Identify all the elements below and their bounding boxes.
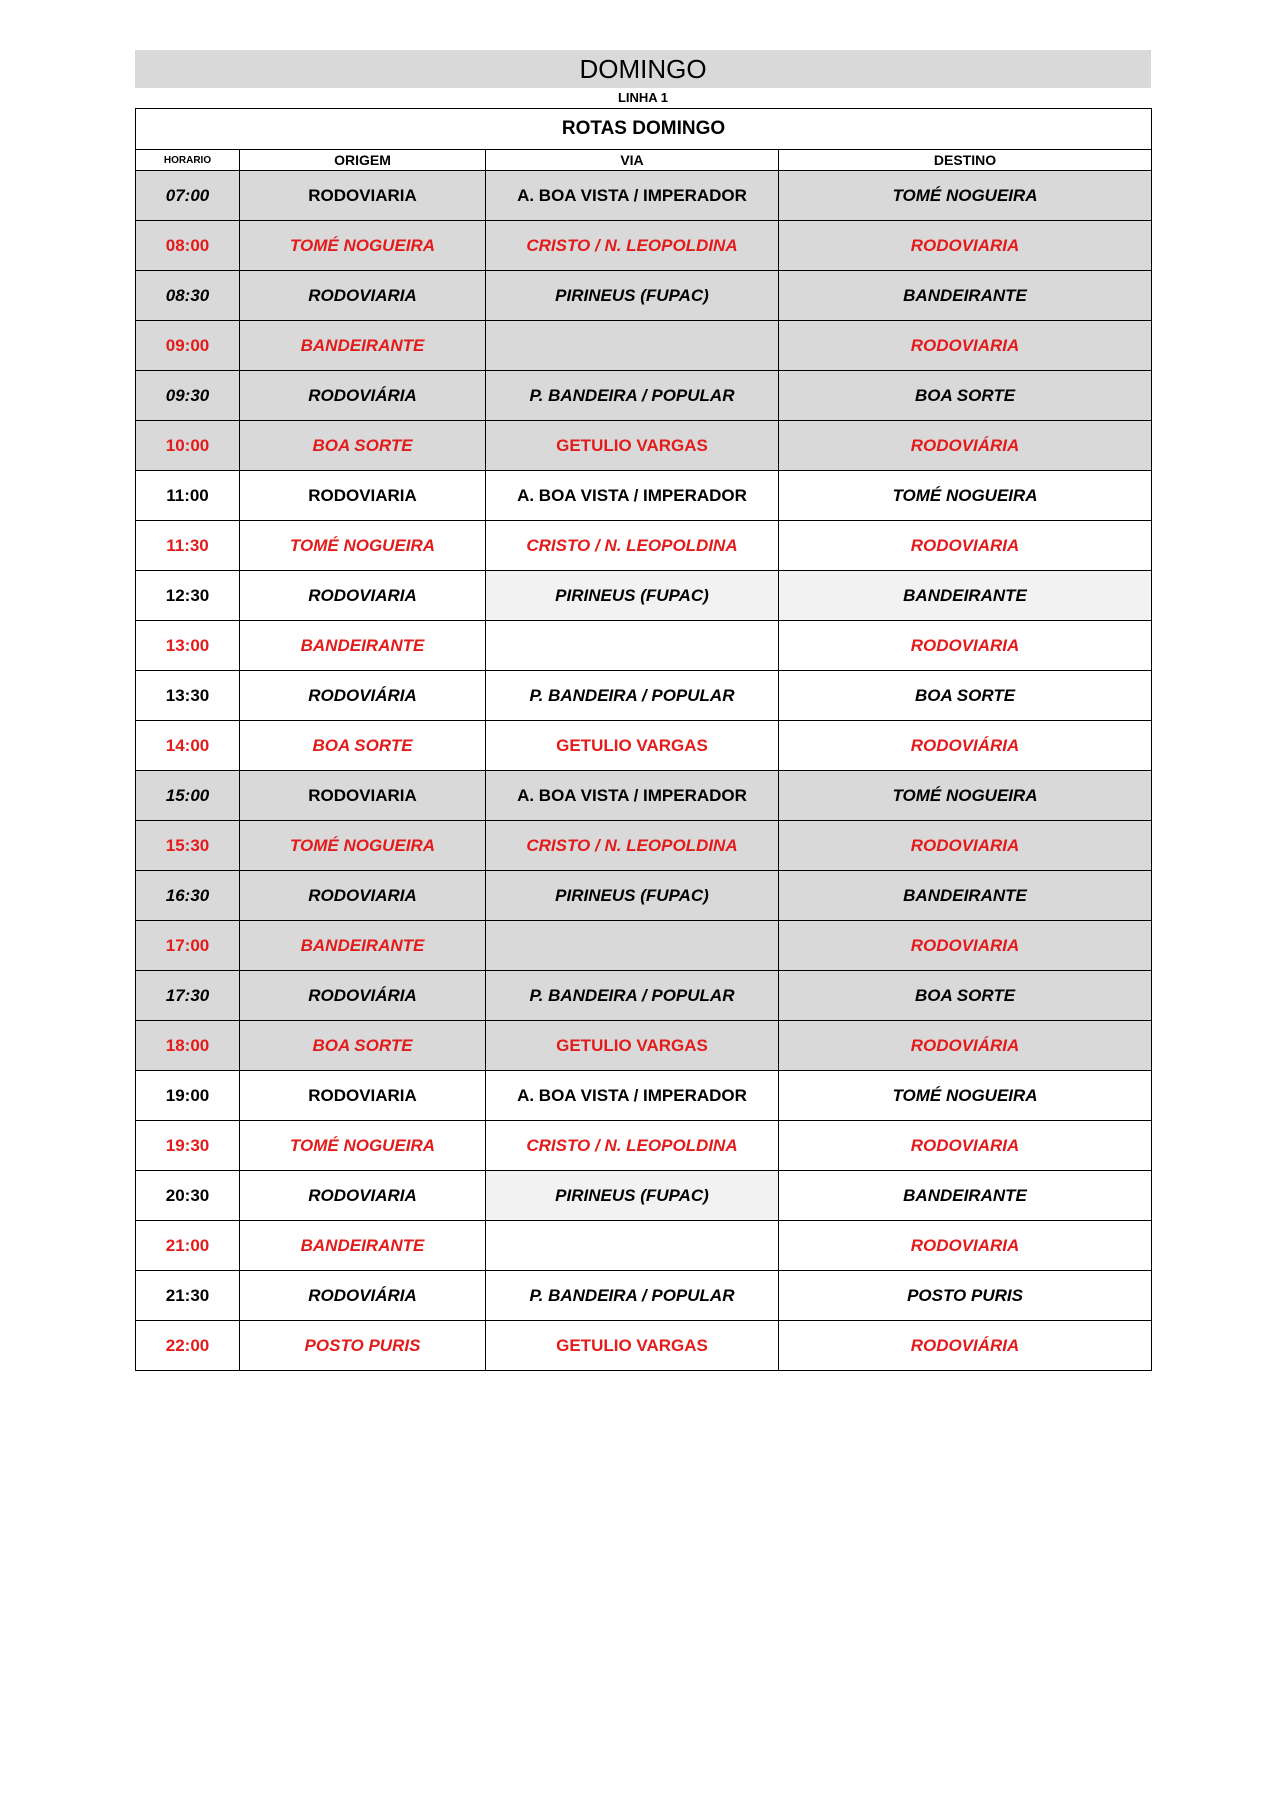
cell-origem: TOMÉ NOGUEIRA (240, 221, 486, 271)
cell-via: P. BANDEIRA / POPULAR (486, 371, 779, 421)
cell-horario: 07:00 (136, 171, 240, 221)
cell-destino: RODOVIÁRIA (779, 721, 1152, 771)
cell-origem: TOMÉ NOGUEIRA (240, 1121, 486, 1171)
table-row (136, 721, 1152, 771)
table-row (136, 1321, 1152, 1371)
cell-destino: TOMÉ NOGUEIRA (779, 171, 1152, 221)
cell-destino: RODOVIARIA (779, 521, 1152, 571)
cell-origem: RODOVIÁRIA (240, 671, 486, 721)
table-row (136, 1121, 1152, 1171)
table-row (136, 421, 1152, 471)
cell-via: A. BOA VISTA / IMPERADOR (486, 1071, 779, 1121)
table-row (136, 1171, 1152, 1221)
table-row (136, 571, 1152, 621)
cell-via: PIRINEUS (FUPAC) (486, 871, 779, 921)
cell-destino: TOMÉ NOGUEIRA (779, 471, 1152, 521)
cell-origem: BOA SORTE (240, 421, 486, 471)
table-row (136, 1071, 1152, 1121)
cell-horario: 15:30 (136, 821, 240, 871)
cell-destino: BOA SORTE (779, 371, 1152, 421)
cell-via: PIRINEUS (FUPAC) (486, 571, 779, 621)
cell-destino: BANDEIRANTE (779, 1171, 1152, 1221)
header-origem: ORIGEM (240, 150, 486, 171)
cell-via (486, 1221, 779, 1271)
cell-destino: RODOVIÁRIA (779, 1321, 1152, 1371)
cell-horario: 19:00 (136, 1071, 240, 1121)
table-row (136, 921, 1152, 971)
table-row (136, 1021, 1152, 1071)
cell-destino: RODOVIARIA (779, 1221, 1152, 1271)
cell-via: P. BANDEIRA / POPULAR (486, 671, 779, 721)
cell-horario: 15:00 (136, 771, 240, 821)
cell-origem: BANDEIRANTE (240, 621, 486, 671)
cell-horario: 17:30 (136, 971, 240, 1021)
cell-horario: 16:30 (136, 871, 240, 921)
cell-via (486, 621, 779, 671)
table-row (136, 971, 1152, 1021)
table-row (136, 1271, 1152, 1321)
cell-via: A. BOA VISTA / IMPERADOR (486, 171, 779, 221)
cell-horario: 22:00 (136, 1321, 240, 1371)
cell-destino: TOMÉ NOGUEIRA (779, 1071, 1152, 1121)
table-row (136, 771, 1152, 821)
cell-via: A. BOA VISTA / IMPERADOR (486, 771, 779, 821)
cell-via: GETULIO VARGAS (486, 1021, 779, 1071)
table-row (136, 321, 1152, 371)
cell-destino: RODOVIARIA (779, 921, 1152, 971)
cell-horario: 11:00 (136, 471, 240, 521)
cell-via: CRISTO / N. LEOPOLDINA (486, 521, 779, 571)
cell-origem: RODOVIARIA (240, 1171, 486, 1221)
cell-horario: 13:30 (136, 671, 240, 721)
header-horario: HORARIO (136, 150, 240, 171)
table-row (136, 871, 1152, 921)
cell-horario: 13:00 (136, 621, 240, 671)
header-row (136, 150, 1152, 171)
cell-via: GETULIO VARGAS (486, 721, 779, 771)
cell-origem: RODOVIARIA (240, 1071, 486, 1121)
cell-origem: RODOVIARIA (240, 471, 486, 521)
cell-destino: BOA SORTE (779, 971, 1152, 1021)
cell-via (486, 321, 779, 371)
table-row (136, 671, 1152, 721)
cell-destino: TOMÉ NOGUEIRA (779, 771, 1152, 821)
schedule-page (135, 50, 1151, 1371)
cell-destino: BANDEIRANTE (779, 571, 1152, 621)
cell-horario: 09:30 (136, 371, 240, 421)
cell-via: A. BOA VISTA / IMPERADOR (486, 471, 779, 521)
cell-destino: RODOVIARIA (779, 321, 1152, 371)
cell-origem: RODOVIARIA (240, 571, 486, 621)
cell-via: CRISTO / N. LEOPOLDINA (486, 1121, 779, 1171)
cell-destino: RODOVIARIA (779, 821, 1152, 871)
table-row (136, 521, 1152, 571)
table-row (136, 371, 1152, 421)
table-title-row (136, 109, 1152, 150)
cell-destino: RODOVIARIA (779, 1121, 1152, 1171)
cell-horario: 08:00 (136, 221, 240, 271)
cell-horario: 17:00 (136, 921, 240, 971)
cell-destino: POSTO PURIS (779, 1271, 1152, 1321)
cell-horario: 18:00 (136, 1021, 240, 1071)
cell-horario: 19:30 (136, 1121, 240, 1171)
header-via: VIA (486, 150, 779, 171)
cell-horario: 12:30 (136, 571, 240, 621)
cell-destino: RODOVIÁRIA (779, 1021, 1152, 1071)
cell-horario: 09:00 (136, 321, 240, 371)
schedule-table (135, 108, 1152, 1371)
cell-via: CRISTO / N. LEOPOLDINA (486, 221, 779, 271)
table-row (136, 621, 1152, 671)
cell-horario: 20:30 (136, 1171, 240, 1221)
schedule-rows (136, 171, 1152, 1371)
cell-origem: TOMÉ NOGUEIRA (240, 521, 486, 571)
cell-destino: BANDEIRANTE (779, 271, 1152, 321)
table-title: ROTAS DOMINGO (136, 109, 1152, 150)
cell-origem: RODOVIARIA (240, 271, 486, 321)
cell-origem: BOA SORTE (240, 1021, 486, 1071)
cell-origem: RODOVIARIA (240, 771, 486, 821)
cell-horario: 10:00 (136, 421, 240, 471)
table-row (136, 221, 1152, 271)
cell-destino: RODOVIÁRIA (779, 421, 1152, 471)
cell-via: P. BANDEIRA / POPULAR (486, 1271, 779, 1321)
cell-origem: RODOVIÁRIA (240, 1271, 486, 1321)
table-row (136, 471, 1152, 521)
page-title: DOMINGO (135, 50, 1151, 88)
cell-origem: POSTO PURIS (240, 1321, 486, 1371)
cell-destino: RODOVIARIA (779, 621, 1152, 671)
cell-origem: BOA SORTE (240, 721, 486, 771)
cell-origem: BANDEIRANTE (240, 1221, 486, 1271)
cell-origem: TOMÉ NOGUEIRA (240, 821, 486, 871)
table-row (136, 1221, 1152, 1271)
cell-horario: 11:30 (136, 521, 240, 571)
cell-destino: BANDEIRANTE (779, 871, 1152, 921)
cell-via: PIRINEUS (FUPAC) (486, 1171, 779, 1221)
cell-origem: RODOVIARIA (240, 171, 486, 221)
cell-horario: 21:00 (136, 1221, 240, 1271)
table-row (136, 271, 1152, 321)
cell-via: GETULIO VARGAS (486, 1321, 779, 1371)
cell-via: GETULIO VARGAS (486, 421, 779, 471)
cell-destino: BOA SORTE (779, 671, 1152, 721)
cell-horario: 08:30 (136, 271, 240, 321)
page-subtitle: LINHA 1 (617, 90, 669, 105)
cell-via: P. BANDEIRA / POPULAR (486, 971, 779, 1021)
cell-horario: 14:00 (136, 721, 240, 771)
cell-origem: BANDEIRANTE (240, 321, 486, 371)
table-row (136, 171, 1152, 221)
cell-via (486, 921, 779, 971)
cell-via: CRISTO / N. LEOPOLDINA (486, 821, 779, 871)
cell-origem: RODOVIARIA (240, 871, 486, 921)
cell-origem: BANDEIRANTE (240, 921, 486, 971)
cell-horario: 21:30 (136, 1271, 240, 1321)
cell-via: PIRINEUS (FUPAC) (486, 271, 779, 321)
cell-origem: RODOVIÁRIA (240, 971, 486, 1021)
cell-origem: RODOVIÁRIA (240, 371, 486, 421)
cell-destino: RODOVIARIA (779, 221, 1152, 271)
header-destino: DESTINO (779, 150, 1152, 171)
table-row (136, 821, 1152, 871)
